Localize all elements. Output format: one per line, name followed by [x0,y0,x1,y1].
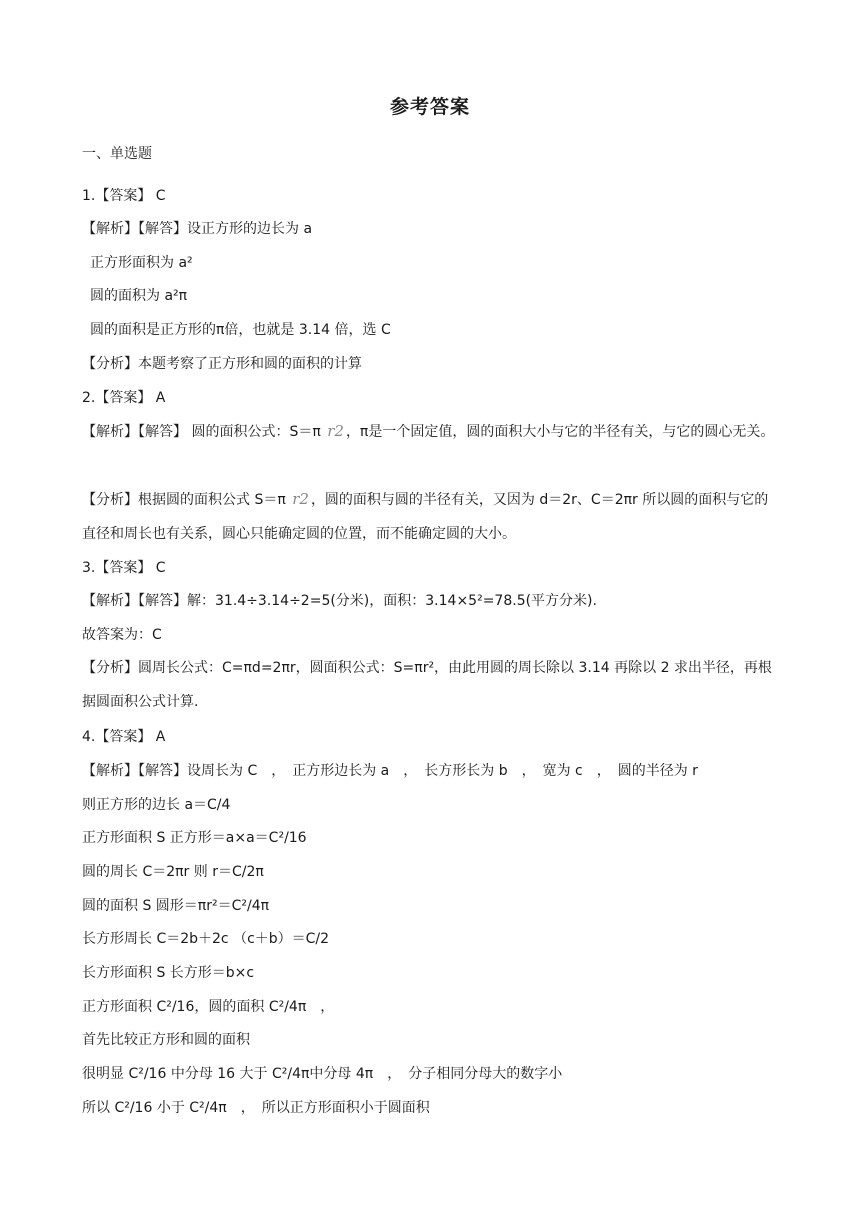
q4-line: 圆的面积 S 圆形＝πr²＝C²/4π [82,898,270,914]
q4-line: 很明显 C²/16 中分母 16 大于 C²/4π中分母 4π ， 分子相同分母大的数字小 [82,1066,563,1082]
q2-analysis-formula: r2 [327,422,344,440]
q4-line: 长方形周长 C＝2b＋2c （c＋b）＝C/2 [82,931,330,947]
q4-line: 正方形面积 S 正方形＝a×a＝C²/16 [82,830,307,846]
q4-answer: 4.【答案】 A [82,729,166,745]
q4-line: 首先比较正方形和圆的面积 [82,1032,250,1048]
q2-analysis-text-a: 【解析】【解答】 圆的面积公式：S＝π [82,424,326,440]
q2-answer: 2.【答案】 A [82,390,166,406]
q2-note-text-b: ，圆的面积与圆的半径有关，又因为 d＝2r、C＝2πr 所以圆的面积与它的直径和周长也有关系，圆心只能确定圆的位置，而不能确定圆的大小。 [82,492,769,542]
q4-line: 长方形面积 S 长方形＝b×c [82,965,255,981]
q2-note-text-a: 【分析】根据圆的面积公式 S＝π [82,492,291,508]
q3-conclusion: 故答案为：C [82,627,162,643]
q2-note-formula: r2 [292,490,309,508]
q4-line: 所以 C²/16 小于 C²/4π ， 所以正方形面积小于圆面积 [82,1100,430,1116]
q1-line2: 圆的面积为 a²π [90,288,188,304]
page-title: 参考答案 [389,96,470,118]
q3-analysis: 【解析】【解答】解：31.4÷3.14÷2=5(分米)，面积：3.14×5²=78.5(平方分米). [82,593,597,609]
q2-analysis-text-b: ，π是一个固定值，圆的面积大小与它的半径有关，与它的圆心无关。 [345,424,775,440]
q3-answer: 3.【答案】 C [82,560,166,576]
q1-line1: 正方形面积为 a² [90,255,193,271]
q2-analysis [82,414,782,449]
q3-note: 【分析】圆周长公式：C=πd=2πr，圆面积公式：S=πr²，由此用圆的周长除以 3.14 再除以 2 求出半径，再根据圆面积公式计算. [82,660,772,710]
q1-note: 【分析】本题考察了正方形和圆的面积的计算 [82,356,362,372]
q2-note [82,482,782,551]
q4-line: 圆的周长 C＝2πr 则 r＝C/2π [82,864,264,880]
section-heading: 一、单选题 [82,146,152,162]
q1-answer: 1.【答案】 C [82,188,166,204]
q1-analysis-head: 【解析】【解答】设正方形的边长为 a [82,221,313,237]
q1-line3: 圆的面积是正方形的π倍，也就是 3.14 倍，选 C [90,322,391,338]
q4-line: 正方形面积 C²/16，圆的面积 C²/4π ， [82,999,335,1015]
q4-line: 则正方形的边长 a＝C/4 [82,797,231,813]
q4-line: 【解析】【解答】设周长为 C ， 正方形边长为 a ， 长方形长为 b ， 宽为 c ， 圆的半径为 r [82,763,698,779]
